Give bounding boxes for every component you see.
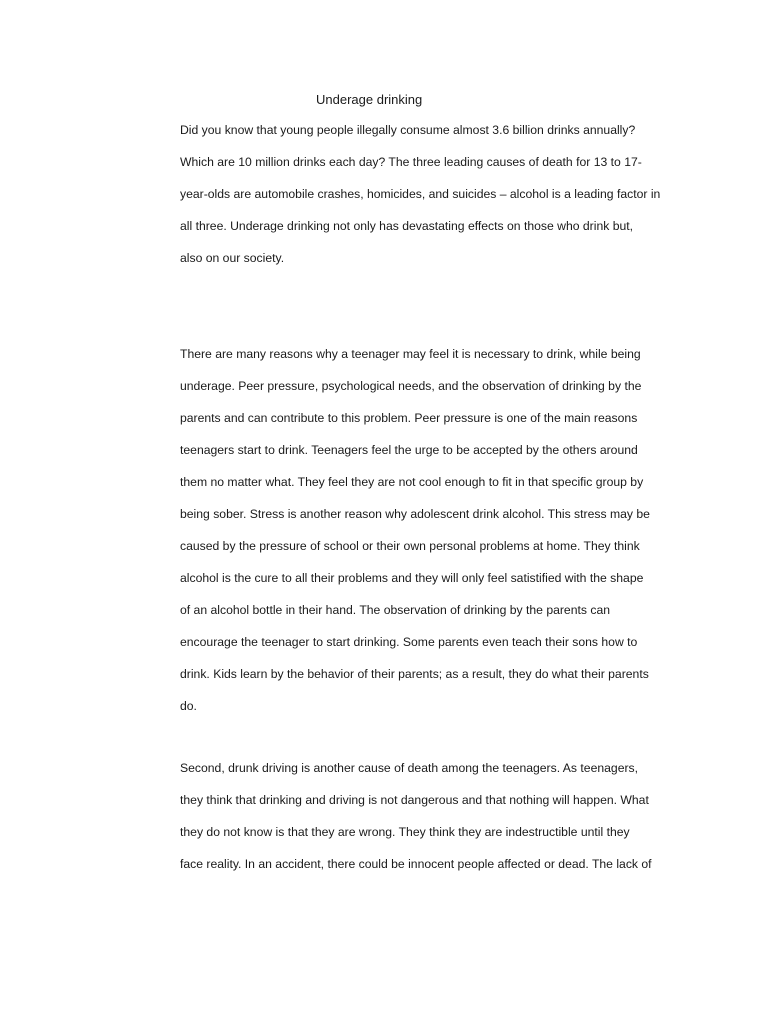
- text-line: also on our society.: [180, 251, 285, 265]
- text-line: year-olds are automobile crashes, homicides, and suicides – alcohol is a leading factor in: [180, 187, 661, 201]
- document-title: Underage drinking: [316, 92, 423, 107]
- text-line: underage. Peer pressure, psychological needs, and the observation of drinking by the: [180, 379, 642, 393]
- text-line: Second, drunk driving is another cause of death among the teenagers. As teenagers,: [180, 761, 639, 775]
- text-line: drink. Kids learn by the behavior of their parents; as a result, they do what their parents: [180, 667, 649, 681]
- text-line: they do not know is that they are wrong. They think they are indestructible until they: [180, 825, 630, 839]
- paragraph-intro: [180, 114, 680, 274]
- text-line: being sober. Stress is another reason why adolescent drink alcohol. This stress may be: [180, 507, 650, 521]
- text-line: they think that drinking and driving is not dangerous and that nothing will happen. What: [180, 793, 649, 807]
- text-line: parents and can contribute to this problem. Peer pressure is one of the main reasons: [180, 411, 638, 425]
- text-line: of an alcohol bottle in their hand. The observation of drinking by the parents can: [180, 603, 611, 617]
- text-line: encourage the teenager to start drinking. Some parents even teach their sons how to: [180, 635, 638, 649]
- paragraph-drunk-driving: [180, 752, 680, 880]
- text-line: face reality. In an accident, there could be innocent people affected or dead. The lack of: [180, 857, 652, 871]
- text-line: Did you know that young people illegally consume almost 3.6 billion drinks annually?: [180, 123, 636, 137]
- text-line: There are many reasons why a teenager may feel it is necessary to drink, while being: [180, 347, 641, 361]
- text-line: them no matter what. They feel they are not cool enough to fit in that specific group by: [180, 475, 644, 489]
- text-line: alcohol is the cure to all their problems and they will only feel satistified with the shape: [180, 571, 644, 585]
- text-line: do.: [180, 699, 197, 713]
- paragraph-reasons: [180, 338, 680, 722]
- text-line: caused by the pressure of school or their own personal problems at home. They think: [180, 539, 640, 553]
- text-line: all three. Underage drinking not only has devastating effects on those who drink but,: [180, 219, 634, 233]
- text-line: Which are 10 million drinks each day? The three leading causes of death for 13 to 17-: [180, 155, 642, 169]
- text-line: teenagers start to drink. Teenagers feel the urge to be accepted by the others around: [180, 443, 638, 457]
